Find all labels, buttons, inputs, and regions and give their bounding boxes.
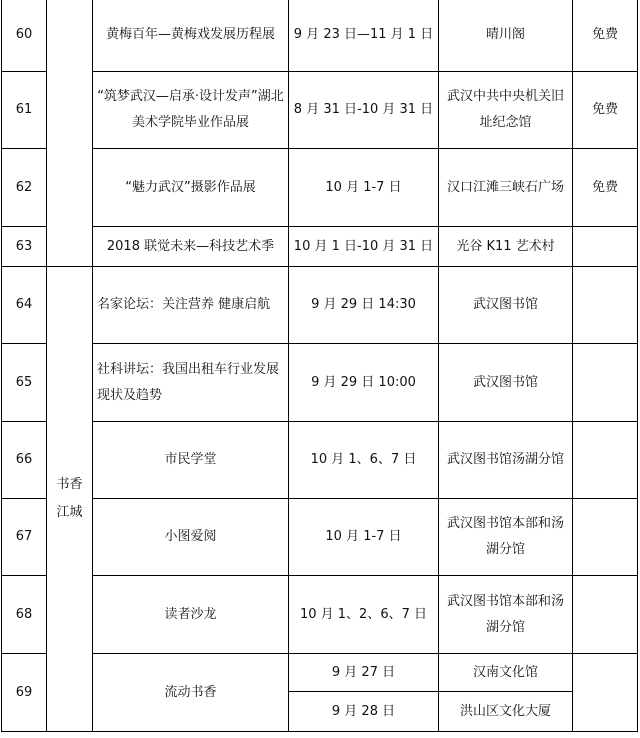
table-row — [2, 499, 638, 576]
event-fee: 免费 — [573, 149, 638, 227]
event-date: 8 月 31 日-10 月 31 日 — [289, 72, 439, 149]
row-number: 60 — [2, 0, 47, 72]
event-date: 9 月 28 日 — [289, 692, 439, 732]
table-row — [2, 72, 638, 149]
event-name: 小图爱阅 — [93, 499, 289, 576]
event-venue: 晴川阁 — [439, 0, 573, 72]
row-number: 69 — [2, 654, 47, 732]
table-row — [2, 576, 638, 654]
event-venue: 洪山区文化大厦 — [439, 692, 573, 732]
event-date: 9 月 29 日 10:00 — [289, 344, 439, 422]
table-row — [2, 654, 638, 692]
event-name: 名家论坛：关注营养 健康启航 — [93, 267, 289, 344]
category-cell-empty — [47, 0, 93, 267]
event-name: 2018 联觉未来—科技艺术季 — [93, 227, 289, 267]
row-number: 68 — [2, 576, 47, 654]
event-venue: 武汉图书馆本部和汤湖分馆 — [439, 576, 573, 654]
event-fee — [573, 422, 638, 499]
event-name: 读者沙龙 — [93, 576, 289, 654]
event-name: 黄梅百年—黄梅戏发展历程展 — [93, 0, 289, 72]
table-row — [2, 344, 638, 422]
event-fee — [573, 344, 638, 422]
event-venue: 光谷 K11 艺术村 — [439, 227, 573, 267]
events-table — [1, 0, 638, 732]
category-cell — [47, 267, 93, 732]
event-venue: 武汉图书馆汤湖分馆 — [439, 422, 573, 499]
table-row — [2, 422, 638, 499]
event-date: 10 月 1、6、7 日 — [289, 422, 439, 499]
row-number: 65 — [2, 344, 47, 422]
event-fee — [573, 227, 638, 267]
event-venue: 武汉中共中央机关旧址纪念馆 — [439, 72, 573, 149]
event-venue: 武汉图书馆 — [439, 267, 573, 344]
event-name: 流动书香 — [93, 654, 289, 732]
event-name: 社科讲坛：我国出租车行业发展现状及趋势 — [93, 344, 289, 422]
table-row — [2, 227, 638, 267]
event-venue: 武汉图书馆本部和汤湖分馆 — [439, 499, 573, 576]
event-fee — [573, 654, 638, 732]
event-name: “筑梦武汉—启承·设计发声”湖北美术学院毕业作品展 — [93, 72, 289, 149]
event-date: 10 月 1-7 日 — [289, 149, 439, 227]
event-date: 10 月 1-7 日 — [289, 499, 439, 576]
row-number: 61 — [2, 72, 47, 149]
event-fee: 免费 — [573, 0, 638, 72]
category-line-1: 书香 — [56, 477, 83, 492]
event-venue: 汉南文化馆 — [439, 654, 573, 692]
event-fee — [573, 576, 638, 654]
event-fee: 免费 — [573, 72, 638, 149]
category-line-2: 江城 — [56, 505, 83, 520]
event-venue: 汉口江滩三峡石广场 — [439, 149, 573, 227]
event-date: 10 月 1 日-10 月 31 日 — [289, 227, 439, 267]
event-date: 9 月 27 日 — [289, 654, 439, 692]
event-date: 9 月 23 日—11 月 1 日 — [289, 0, 439, 72]
event-fee — [573, 499, 638, 576]
table-row — [2, 149, 638, 227]
row-number: 64 — [2, 267, 47, 344]
row-number: 63 — [2, 227, 47, 267]
table-row — [2, 0, 638, 72]
row-number: 66 — [2, 422, 47, 499]
event-fee — [573, 267, 638, 344]
table-row — [2, 267, 638, 344]
event-date: 10 月 1、2、6、7 日 — [289, 576, 439, 654]
row-number: 67 — [2, 499, 47, 576]
row-number: 62 — [2, 149, 47, 227]
event-date: 9 月 29 日 14:30 — [289, 267, 439, 344]
event-name: “魅力武汉”摄影作品展 — [93, 149, 289, 227]
event-name: 市民学堂 — [93, 422, 289, 499]
event-venue: 武汉图书馆 — [439, 344, 573, 422]
